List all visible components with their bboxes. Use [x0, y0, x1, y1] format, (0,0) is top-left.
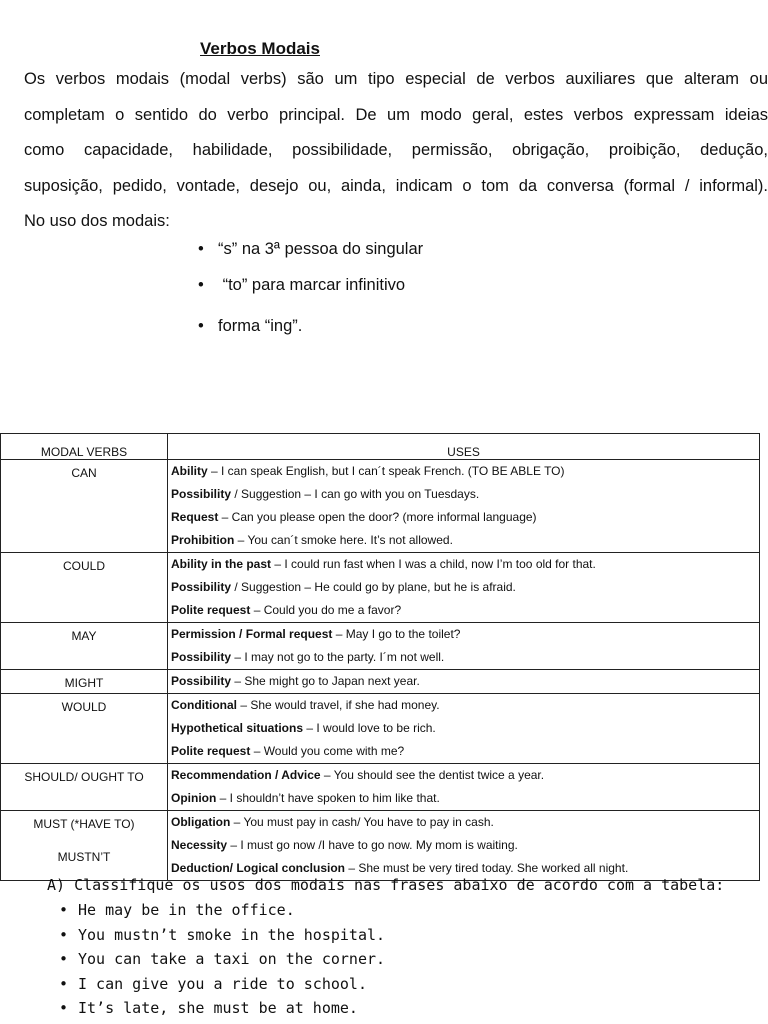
use-example: – I shouldn’t have spoken to him like that. — [216, 791, 440, 805]
bullet-glyph: • — [198, 276, 204, 294]
use-example: – Can you please open the door? (more informal language) — [218, 510, 537, 524]
use-line — [168, 694, 759, 717]
bullet-text: “s” na 3ª pessoa do singular — [218, 240, 424, 258]
uses-cell — [168, 811, 760, 881]
exercise-item — [59, 972, 724, 997]
exercise-item — [59, 947, 724, 972]
use-category: Prohibition — [171, 533, 235, 547]
modal-verb-label: MUST (*HAVE TO) — [33, 817, 135, 831]
use-example: – You can´t smoke here. It’s not allowed. — [234, 533, 453, 547]
intro-paragraph — [24, 62, 768, 240]
bullet-glyph: • — [59, 925, 69, 944]
use-example: – She would travel, if she had money. — [237, 698, 440, 712]
use-line — [168, 460, 759, 483]
bullet-glyph: • — [198, 317, 204, 335]
use-category: Possibility — [171, 487, 232, 501]
use-category: Necessity — [171, 838, 228, 852]
uses-cell — [168, 460, 760, 553]
bullet-text: forma “ing”. — [218, 317, 303, 335]
use-line — [168, 623, 759, 646]
use-line — [168, 599, 759, 622]
use-category: Possibility — [171, 650, 232, 664]
use-example: – She might go to Japan next year. — [231, 674, 420, 688]
use-line — [168, 740, 759, 763]
use-example: – Would you come with me? — [250, 744, 405, 758]
exercise-item — [59, 996, 724, 1021]
header-modal-verbs: MODAL VERBS — [1, 434, 168, 460]
use-category: Conditional — [171, 698, 237, 712]
modal-verbs-table — [0, 433, 760, 881]
modal-verb-cell — [1, 670, 168, 694]
exercise-item — [59, 898, 724, 923]
use-category: Ability — [171, 464, 208, 478]
modal-verb-label: MIGHT — [64, 676, 104, 690]
exercise-text: You mustn’t smoke in the hospital. — [78, 925, 386, 944]
use-example: – Could you do me a favor? — [250, 603, 402, 617]
modal-verb-label: COULD — [62, 559, 105, 573]
uses-cell — [168, 694, 760, 764]
modal-verb-label: MAY — [71, 629, 97, 643]
use-category: Obligation — [171, 815, 231, 829]
use-line — [168, 529, 759, 552]
use-example: – I must go now /I have to go now. My mom is waiting. — [227, 838, 518, 852]
use-example: – You should see the dentist twice a year. — [320, 768, 545, 782]
use-example: – I may not go to the party. I´m not well. — [231, 650, 445, 664]
use-category: Polite request — [171, 744, 251, 758]
use-category: Recommendation / Advice — [171, 768, 321, 782]
intro-line: completam o sentido do verbo principal. De um modo geral, estes verbos expressam ideias — [24, 105, 768, 124]
use-line — [168, 717, 759, 740]
use-category: Polite request — [171, 603, 251, 617]
table-row — [1, 670, 760, 694]
uses-cell — [168, 670, 760, 694]
use-category: Possibility — [171, 580, 232, 594]
use-line — [168, 811, 759, 834]
uses-cell — [168, 553, 760, 623]
table-row — [1, 553, 760, 623]
use-category: Opinion — [171, 791, 217, 805]
table-row — [1, 623, 760, 670]
header-uses: USES — [168, 434, 760, 460]
modal-verb-label: CAN — [71, 466, 97, 480]
intro-line: Os verbos modais (modal verbs) são um tipo especial de verbos auxiliares que alteram ou — [24, 70, 768, 88]
use-example: – You must pay in cash/ You have to pay in cash. — [230, 815, 494, 829]
exercise-text: You can take a taxi on the corner. — [78, 950, 386, 969]
bullet-item — [198, 317, 302, 336]
use-example: – I can speak English, but I can´t speak French. (TO BE ABLE TO) — [207, 464, 565, 478]
use-line — [168, 553, 759, 576]
exercise-text: He may be in the office. — [78, 901, 295, 919]
use-category: Ability in the past — [171, 557, 272, 571]
table-body — [1, 460, 760, 881]
table-row — [1, 694, 760, 764]
use-category: Request — [171, 510, 219, 524]
use-line — [168, 764, 759, 787]
exercise-list — [47, 898, 724, 1021]
use-line — [168, 834, 759, 857]
modal-verb-cell — [1, 764, 168, 811]
use-example: / Suggestion – He could go by plane, but he is afraid. — [231, 580, 516, 594]
use-example: – I could run fast when I was a child, now I’m too old for that. — [271, 557, 596, 571]
table-row — [1, 460, 760, 553]
intro-line: como capacidade, habilidade, possibilidade, permissão, obrigação, proibição, dedução, — [24, 141, 768, 159]
modal-verb-cell — [1, 553, 168, 623]
use-line — [168, 576, 759, 599]
exercise-section — [47, 876, 724, 1021]
exercise-item — [59, 923, 724, 948]
use-line — [168, 670, 759, 693]
use-category: Possibility — [171, 674, 232, 688]
modal-verb-label: MUSTN’T — [57, 850, 111, 864]
exercise-text: It’s late, she must be at home. — [78, 999, 358, 1018]
use-example: – I would love to be rich. — [303, 721, 436, 735]
modal-verb-cell — [1, 811, 168, 881]
use-example: – She must be very tired today. She worked all night. — [345, 861, 629, 875]
exercise-text: I can give you a ride to school. — [78, 974, 367, 993]
bullet-glyph: • — [59, 901, 69, 919]
page-title: Verbos Modais — [200, 39, 320, 58]
use-line — [168, 506, 759, 529]
uses-cell — [168, 623, 760, 670]
modal-verb-cell — [1, 460, 168, 553]
intro-line: No uso dos modais: — [24, 212, 170, 230]
bullet-item — [198, 276, 405, 295]
table-row — [1, 764, 760, 811]
modal-verb-label: SHOULD/ OUGHT TO — [24, 770, 144, 784]
use-line — [168, 787, 759, 810]
bullet-item — [198, 240, 423, 259]
modal-verb-label: WOULD — [61, 700, 107, 714]
intro-line: suposição, pedido, vontade, desejo ou, ainda, indicam o tom da conversa (formal / informal). — [24, 176, 768, 195]
bullet-glyph: • — [198, 240, 204, 258]
bullet-glyph: • — [59, 974, 69, 993]
modal-verb-cell — [1, 623, 168, 670]
use-example: / Suggestion – I can go with you on Tuesdays. — [231, 487, 480, 501]
use-example: – May I go to the toilet? — [332, 627, 461, 641]
bullet-glyph: • — [59, 950, 69, 969]
uses-cell — [168, 764, 760, 811]
use-category: Deduction/ Logical conclusion — [171, 861, 346, 875]
table-header-row — [1, 434, 760, 460]
bullet-glyph: • — [59, 999, 69, 1018]
use-category: Hypothetical situations — [171, 721, 304, 735]
modal-verb-cell — [1, 694, 168, 764]
exercise-question: A) Classifique os usos dos modais nas frases abaixo de acordo com a tabela: — [47, 876, 725, 894]
use-line — [168, 483, 759, 506]
use-category: Permission / Formal request — [171, 627, 333, 641]
use-line — [168, 646, 759, 669]
table-row — [1, 811, 760, 881]
bullet-text: “to” para marcar infinitivo — [218, 276, 406, 294]
